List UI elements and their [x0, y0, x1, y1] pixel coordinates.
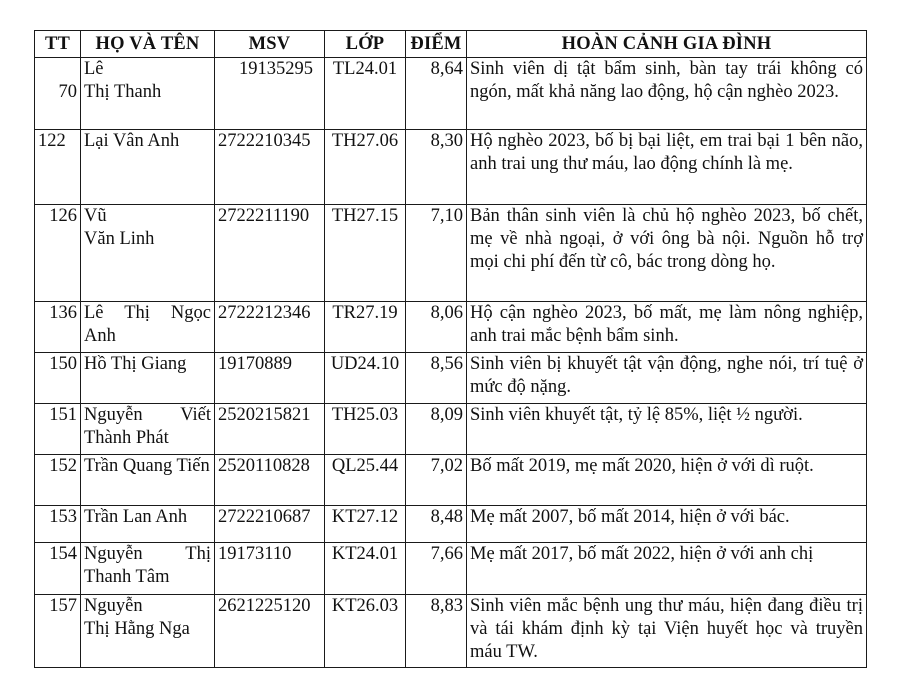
cell-desc: Mẹ mất 2007, bố mất 2014, hiện ở với bác. [467, 506, 867, 543]
cell-lop: KT27.12 [325, 506, 406, 543]
cell-lop: UD24.10 [325, 353, 406, 404]
cell-msv: 2722211190 [215, 205, 325, 302]
table-header-row [35, 31, 867, 58]
cell-diem: 7,10 [406, 205, 467, 302]
cell-diem: 8,64 [406, 58, 467, 130]
cell-name: Lê Thị Ngọc Anh [81, 302, 215, 353]
cell-msv: 2722212346 [215, 302, 325, 353]
cell-diem: 8,48 [406, 506, 467, 543]
cell-name-part1: Lê [84, 59, 104, 79]
table-row [35, 302, 867, 353]
table-row [35, 205, 867, 302]
table-row [35, 58, 867, 130]
cell-name [81, 205, 215, 302]
cell-lop: KT26.03 [325, 595, 406, 668]
cell-msv: 19170889 [215, 353, 325, 404]
cell-desc: Hộ cận nghèo 2023, bố mất, mẹ làm nông nghiệp, anh trai mắc bệnh bẩm sinh. [467, 302, 867, 353]
cell-tt [35, 58, 81, 130]
header-msv: MSV [215, 31, 325, 58]
cell-tt: 157 [35, 595, 81, 668]
header-name: HỌ VÀ TÊN [81, 31, 215, 58]
table-row [35, 130, 867, 205]
cell-diem: 7,66 [406, 543, 467, 595]
cell-desc: Bản thân sinh viên là chủ hộ nghèo 2023, bố chết, mẹ về nhà ngoại, ở với ông bà nội. Nguồn hỗ trợ mọi chi phí đến từ cô, bác trong dòng họ. [467, 205, 867, 302]
cell-diem: 7,02 [406, 455, 467, 506]
cell-desc: Sinh viên mắc bệnh ung thư máu, hiện đang điều trị và tái khám định kỳ tại Viện huyết học và truyền máu TW. [467, 595, 867, 668]
cell-lop: QL25.44 [325, 455, 406, 506]
cell-tt: 151 [35, 404, 81, 455]
cell-tt-value: 70 [58, 82, 77, 102]
cell-desc: Hộ nghèo 2023, bố bị bại liệt, em trai bại 1 bên não, anh trai ung thư máu, lao động chính là mẹ. [467, 130, 867, 205]
cell-name [81, 595, 215, 668]
cell-name: Trần Lan Anh [81, 506, 215, 543]
cell-lop: TH25.03 [325, 404, 406, 455]
header-diem: ĐIỂM [406, 31, 467, 58]
cell-diem: 8,56 [406, 353, 467, 404]
cell-msv: 2621225120 [215, 595, 325, 668]
table-row [35, 353, 867, 404]
cell-tt: 126 [35, 205, 81, 302]
cell-name: Nguyễn Thị Thanh Tâm [81, 543, 215, 595]
table-row [35, 543, 867, 595]
cell-lop: TH27.15 [325, 205, 406, 302]
cell-desc: Mẹ mất 2017, bố mất 2022, hiện ở với anh chị [467, 543, 867, 595]
cell-name: Nguyễn Viết Thành Phát [81, 404, 215, 455]
cell-desc: Sinh viên bị khuyết tật vận động, nghe nói, trí tuệ ở mức độ nặng. [467, 353, 867, 404]
cell-name [81, 58, 215, 130]
student-table [34, 30, 867, 668]
cell-tt: 122 [35, 130, 81, 205]
cell-msv: 2520215821 [215, 404, 325, 455]
cell-lop: KT24.01 [325, 543, 406, 595]
table-row [35, 595, 867, 668]
cell-name-part2: Thị Thanh [84, 82, 162, 102]
cell-diem: 8,30 [406, 130, 467, 205]
cell-msv: 2722210345 [215, 130, 325, 205]
cell-tt: 154 [35, 543, 81, 595]
cell-msv: 2722210687 [215, 506, 325, 543]
cell-diem: 8,83 [406, 595, 467, 668]
cell-lop: TR27.19 [325, 302, 406, 353]
cell-diem: 8,09 [406, 404, 467, 455]
table-row [35, 455, 867, 506]
cell-name-part2: Thị Hằng Nga [84, 619, 190, 639]
cell-name-part1: Nguyễn [84, 596, 143, 616]
cell-tt: 150 [35, 353, 81, 404]
cell-lop: TL24.01 [325, 58, 406, 130]
cell-desc: Sinh viên khuyết tật, tỷ lệ 85%, liệt ½ người. [467, 404, 867, 455]
header-tt: TT [35, 31, 81, 58]
cell-diem: 8,06 [406, 302, 467, 353]
cell-name: Lại Vân Anh [81, 130, 215, 205]
table-row [35, 506, 867, 543]
cell-msv: 2520110828 [215, 455, 325, 506]
cell-tt: 152 [35, 455, 81, 506]
cell-lop: TH27.06 [325, 130, 406, 205]
table-row [35, 404, 867, 455]
cell-name-part2: Văn Linh [84, 229, 155, 249]
header-lop: LỚP [325, 31, 406, 58]
cell-name: Hồ Thị Giang [81, 353, 215, 404]
cell-desc: Sinh viên dị tật bẩm sinh, bàn tay trái không có ngón, mất khả năng lao động, hộ cận nghèo 2023. [467, 58, 867, 130]
cell-desc: Bố mất 2019, mẹ mất 2020, hiện ở với dì ruột. [467, 455, 867, 506]
cell-tt: 153 [35, 506, 81, 543]
cell-tt: 136 [35, 302, 81, 353]
cell-name-part1: Vũ [84, 206, 107, 226]
cell-msv: 19135295 [215, 58, 325, 130]
cell-name: Trần Quang Tiến [81, 455, 215, 506]
header-desc: HOÀN CẢNH GIA ĐÌNH [467, 31, 867, 58]
cell-msv: 19173110 [215, 543, 325, 595]
